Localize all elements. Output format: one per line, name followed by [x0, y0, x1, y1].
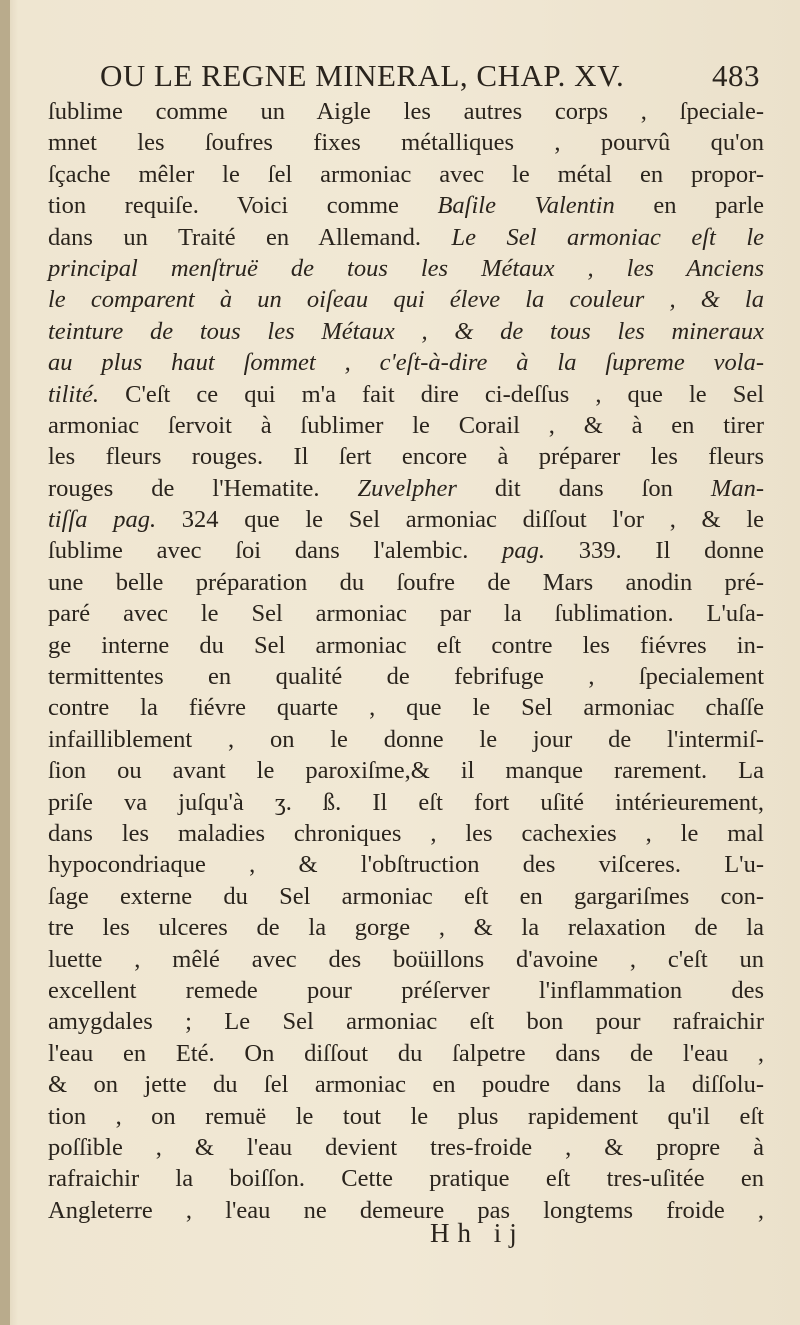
italic-segment: tilité.	[48, 380, 100, 408]
text-line	[48, 787, 764, 818]
text-segment: l'eau en Eté. On diſſout du ſalpetre dans de l'eau ,	[48, 1039, 764, 1067]
text-segment: ſion ou avant le paroxiſme,& il manque rarement. La	[48, 757, 764, 785]
text-line	[48, 849, 764, 880]
text-line	[48, 316, 764, 347]
text-line	[48, 159, 764, 190]
italic-segment: teinture de tous les Métaux , & de tous les mineraux	[48, 317, 764, 345]
text-line	[48, 441, 764, 472]
text-segment: Angleterre , l'eau ne demeure pas longtems froide ,	[48, 1196, 764, 1224]
text-line	[48, 630, 764, 661]
text-segment: termittentes en qualité de febrifuge , ſpecialement	[48, 663, 764, 691]
text-segment: 339. Il donne	[545, 537, 765, 565]
text-line	[48, 127, 764, 158]
text-line	[48, 1195, 764, 1226]
text-segment: ſçache mêler le ſel armoniac avec le métal en propor-	[48, 160, 764, 188]
text-segment: tion , on remuë le tout le plus rapidement qu'il eſt	[48, 1102, 764, 1130]
text-segment: & on jette du ſel armoniac en poudre dans la diſſolu-	[48, 1071, 764, 1099]
text-line	[48, 944, 764, 975]
text-segment: amygdales ; Le Sel armoniac eſt bon pour rafraichir	[48, 1008, 764, 1036]
text-line	[48, 347, 764, 378]
text-line	[48, 1101, 764, 1132]
text-line	[48, 504, 764, 535]
page-number: 483	[712, 58, 760, 93]
text-segment: dans un Traité en Allemand.	[48, 223, 452, 251]
text-line	[48, 818, 764, 849]
text-segment: ge interne du Sel armoniac eſt contre les fiévres in-	[48, 631, 764, 659]
text-line	[48, 190, 764, 221]
text-segment: 324 que le Sel armoniac diſſout l'or , & le	[156, 506, 764, 534]
text-segment: dit dans ſon	[456, 474, 711, 502]
text-segment: hypocondriaque , & l'obſtruction des viſceres. L'u-	[48, 851, 764, 879]
text-segment: une belle préparation du ſoufre de Mars anodin pré-	[48, 568, 764, 596]
text-segment: paré avec le Sel armoniac par la ſublimation. L'uſa-	[48, 600, 764, 628]
text-segment: ſublime avec ſoi dans l'alembic.	[48, 537, 503, 565]
text-segment: tion requiſe. Voici comme	[48, 192, 438, 220]
text-line	[48, 96, 764, 127]
text-line	[48, 692, 764, 723]
text-segment: en parle	[614, 192, 765, 220]
text-segment: poſſible , & l'eau devient tres-froide , & propre à	[48, 1133, 764, 1161]
text-segment: luette , mêlé avec des boüillons d'avoine , c'eſt un	[48, 945, 764, 973]
text-line	[48, 1132, 764, 1163]
text-segment: rafraichir la boiſſon. Cette pratique eſt tres-uſitée en	[48, 1165, 764, 1193]
text-line	[48, 284, 764, 315]
text-line	[48, 567, 764, 598]
text-line	[48, 253, 764, 284]
text-segment: rouges de l'Hematite.	[48, 474, 358, 502]
text-line	[48, 222, 764, 253]
text-line	[48, 598, 764, 629]
text-line	[48, 1006, 764, 1037]
italic-segment: Zuvelpher	[357, 474, 457, 502]
text-line	[48, 473, 764, 504]
italic-segment: tiſſa pag.	[48, 506, 157, 534]
text-line	[48, 755, 764, 786]
text-segment: mnet les ſoufres fixes métalliques , pourvû qu'on	[48, 129, 764, 157]
text-line	[48, 881, 764, 912]
text-segment: ſage externe du Sel armoniac eſt en gargariſmes con-	[48, 882, 764, 910]
text-segment: ſublime comme un Aigle les autres corps , ſpeciale-	[48, 98, 764, 125]
text-line	[48, 724, 764, 755]
italic-segment: Baſile Valentin	[437, 192, 615, 220]
signature-mark: Hh ij	[430, 1218, 525, 1248]
text-line	[48, 975, 764, 1006]
text-line	[48, 912, 764, 943]
text-segment: C'eſt ce qui m'a fait dire ci-deſſus , que le Sel	[99, 380, 764, 408]
italic-segment: le comparent à un oiſeau qui éleve la couleur , & la	[48, 286, 764, 314]
text-line	[48, 410, 764, 441]
book-spine-shadow	[0, 0, 10, 1325]
italic-segment: Man-	[710, 474, 764, 502]
text-segment: infailliblement , on le donne le jour de l'intermiſ-	[48, 725, 764, 753]
body-text	[48, 96, 764, 1226]
text-line	[48, 1038, 764, 1069]
text-segment: dans les maladies chroniques , les cachexies , le mal	[48, 819, 764, 847]
text-line	[48, 661, 764, 692]
running-title: OU LE REGNE MINERAL, CHAP. XV.	[100, 58, 625, 93]
text-segment: tre les ulceres de la gorge , & la relaxation de la	[48, 914, 764, 942]
text-line	[48, 1163, 764, 1194]
italic-segment: principal menſtruë de tous les Métaux , les Anciens	[48, 254, 764, 282]
text-line	[48, 379, 764, 410]
text-line	[48, 535, 764, 566]
text-segment: excellent remede pour préſerver l'inflammation des	[48, 976, 764, 1004]
text-segment: contre la fiévre quarte , que le Sel armoniac chaſſe	[48, 694, 764, 722]
italic-segment: pag.	[502, 537, 546, 565]
text-segment: armoniac ſervoit à ſublimer le Corail , & à en tirer	[48, 411, 764, 439]
text-segment: les fleurs rouges. Il ſert encore à préparer les fleurs	[48, 443, 764, 471]
italic-segment: Le Sel armoniac eſt le	[451, 223, 765, 251]
text-line	[48, 1069, 764, 1100]
italic-segment: au plus haut ſommet , c'eſt-à-dire à la ſupreme vola-	[48, 349, 764, 377]
text-segment: priſe va juſqu'à ʒ. ß. Il eſt fort uſité intérieurement,	[48, 788, 764, 816]
running-header	[100, 58, 760, 94]
